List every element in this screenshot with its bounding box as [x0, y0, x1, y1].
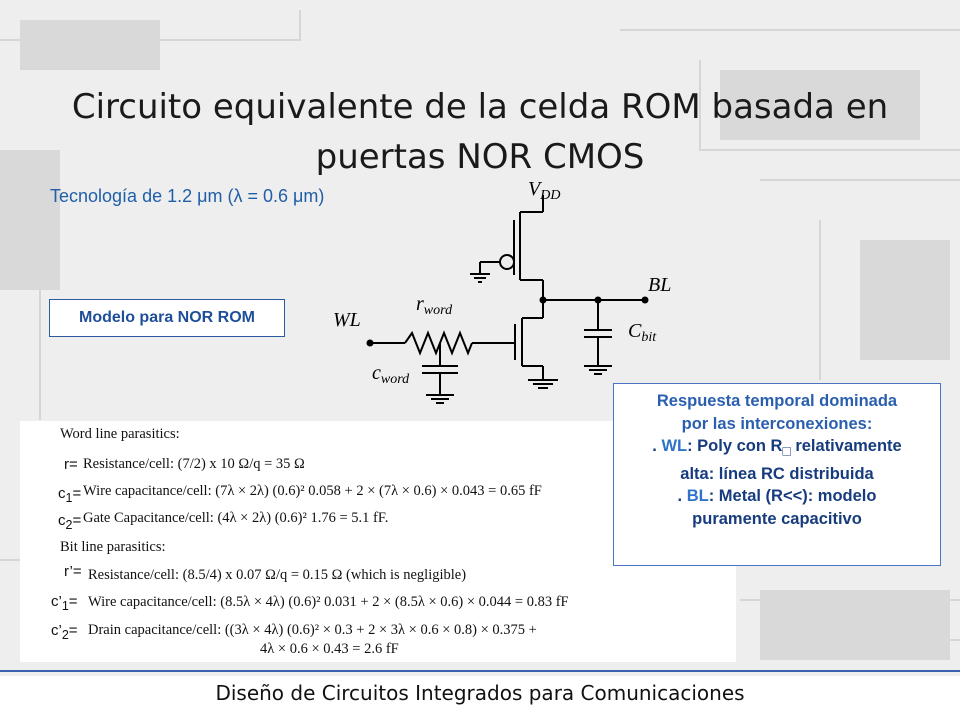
- response-wl-line: . WL: Poly con $R_□$ relativamente: [652, 437, 902, 459]
- circuit-wires: [370, 195, 645, 403]
- wl-label: WL: [333, 309, 361, 331]
- vdd-label: $V_{DD}$: [528, 178, 561, 203]
- footer-text: Diseño de Circuitos Integrados para Comunicaciones: [0, 676, 960, 720]
- nor-rom-equivalent-circuit: [300, 170, 700, 410]
- response-line-2: por las interconexiones:: [681, 414, 873, 433]
- c2-prime-formula: Drain capacitance/cell: ((3λ × 4λ) (0.6)² × 0.3 + 2 × 3λ × 0.6 × 0.8) × 0.375 +: [88, 622, 537, 638]
- c2-formula: Gate Capacitance/cell: (4λ × 2λ) (0.6)² 1.76 = 5.1 fF.: [83, 510, 389, 526]
- technology-note: Tecnología de 1.2 μm (λ = 0.6 μm): [50, 186, 325, 206]
- c2-prime-formula-cont: 4λ × 0.6 × 0.43 = 2.6 fF: [260, 641, 399, 657]
- response-bl-line-2: puramente capacitivo: [692, 509, 862, 528]
- c1-formula: Wire capacitance/cell: (7λ × 2λ) (0.6)² 0.058 + 2 × (7λ × 0.6) × 0.043 = 0.65 fF: [83, 483, 542, 499]
- bit-line-header: Bit line parasitics:: [60, 539, 166, 555]
- c2-prime-label: $c’_2=$: [51, 622, 78, 642]
- bl-label: BL: [648, 274, 672, 296]
- response-bl-line: . BL: Metal (R<<): modelo: [677, 487, 877, 506]
- r-word-label: $r_{word}$: [416, 293, 453, 318]
- response-wl-line-2: alta: línea RC distribuida: [680, 464, 874, 483]
- footer-divider: [0, 670, 960, 672]
- c1-prime-formula: Wire capacitance/cell: (8.5λ × 4λ) (0.6)² 0.031 + 2 × (8.5λ × 0.6) × 0.044 = 0.83 fF: [88, 594, 569, 610]
- c1-label: $c_1=$: [58, 485, 82, 505]
- model-label: Modelo para NOR ROM: [78, 309, 255, 326]
- word-line-header: Word line parasitics:: [60, 426, 180, 442]
- response-line-1: Respuesta temporal dominada: [656, 392, 898, 410]
- c1-prime-label: $c’_1=$: [51, 593, 78, 613]
- c-bit-label: $C_{bit}$: [628, 320, 657, 345]
- r-prime-formula: Resistance/cell: (8.5/4) x 0.07 Ω/q = 0.15 Ω (which is negligible): [88, 567, 467, 583]
- c2-label: $c_2=$: [58, 512, 82, 532]
- r-label: r=: [64, 456, 78, 473]
- r-prime-label: r’=: [64, 563, 82, 580]
- r-formula: Resistance/cell: (7/2) x 10 Ω/q = 35 Ω: [83, 456, 305, 472]
- c-word-label: $c_{word}$: [372, 362, 410, 387]
- slide-title: Circuito equivalente de la celda ROM basada en puertas NOR CMOS: [71, 87, 889, 177]
- temporal-response-box: [613, 383, 941, 566]
- model-label-box: [49, 299, 285, 337]
